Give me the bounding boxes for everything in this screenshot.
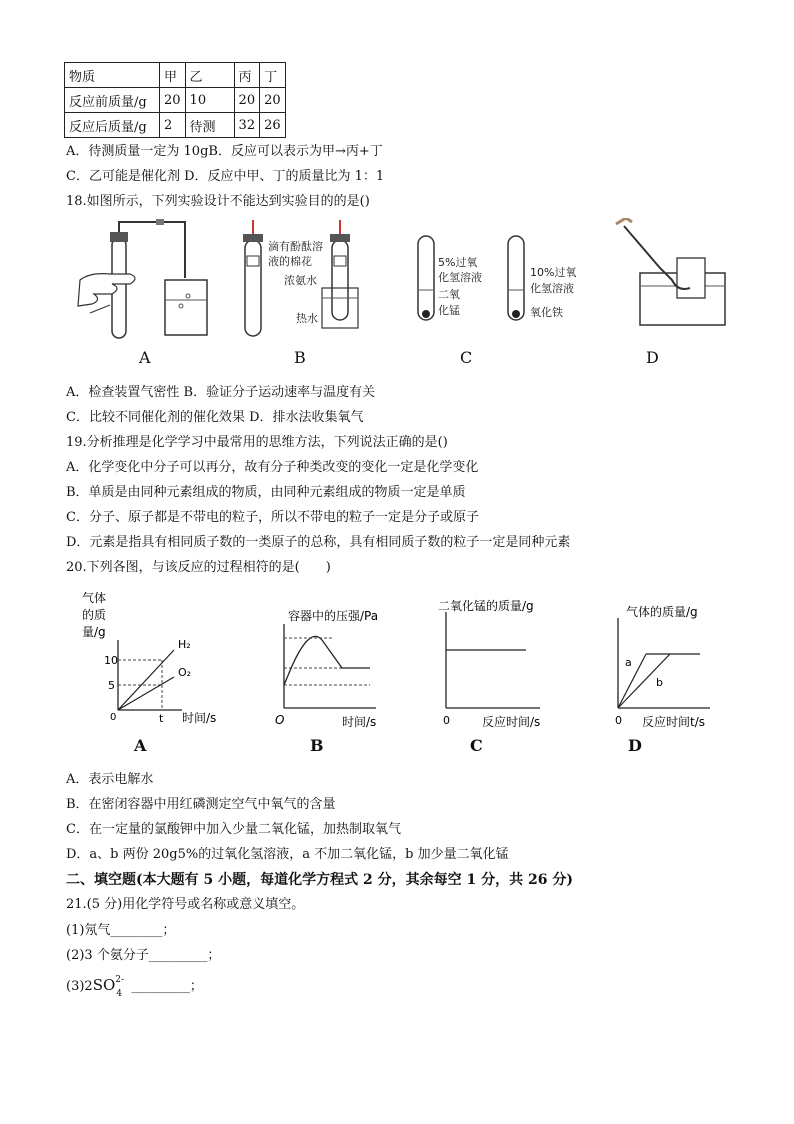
- graph-a-ylabel-3: 量/g: [82, 625, 106, 639]
- graph-b: [275, 608, 378, 729]
- q20-caption-d: D: [628, 736, 642, 755]
- graph-d-series-b: b: [656, 676, 663, 689]
- figure-a-airtight-check: [78, 219, 207, 338]
- table-cell: 20: [160, 88, 186, 113]
- q19-option-a: A．化学变化中分子可以再分，故有分子种类改变的变化一定是化学变化: [66, 460, 479, 475]
- q21-part3-blank: _________；: [127, 979, 203, 994]
- graph-a-tick-5: 5: [108, 679, 115, 692]
- fig-c-label-1: 5%过氧: [438, 256, 478, 269]
- graph-d-xlabel: 反应时间t/s: [642, 715, 706, 729]
- q18-caption-b: B: [294, 348, 306, 367]
- graph-a-ylabel-1: 气体: [82, 591, 107, 605]
- table-header-row: [65, 63, 286, 88]
- q20-option-d: D．a、b 两份 20g5%的过氧化氢溶液，a 不加二氧化锰，b 加少量二氧化锰: [66, 847, 509, 862]
- table-row: [65, 88, 286, 113]
- graph-b-xlabel: 时间/s: [342, 715, 377, 729]
- fig-b-label-phenolphthalein-1: 滴有酚酞溶: [268, 240, 323, 253]
- figure-c-catalyst-compare: [418, 236, 576, 320]
- table-cell: 甲: [160, 63, 186, 88]
- q20-stem: 20.下列各图，与该反应的过程相符的是( ): [66, 560, 331, 575]
- graph-a-tick-t: t: [159, 712, 164, 725]
- graph-c: [438, 598, 540, 729]
- sulfate-subscript: 4: [116, 989, 122, 999]
- q20-caption-b: B: [310, 736, 324, 755]
- q17-option-ab: A．待测质量一定为 10gB．反应可以表示为甲→丙+丁: [66, 144, 383, 159]
- graph-a-ylabel-2: 的质: [82, 608, 107, 622]
- q19-option-b: B．单质是由同种元素组成的物质，由同种元素组成的物质一定是单质: [66, 485, 466, 500]
- graph-a-origin: 0: [110, 712, 117, 723]
- section2-title: 二、填空题(本大题有 5 小题，每道化学方程式 2 分，其余每空 1 分，共 26 分): [66, 872, 573, 888]
- q21-part3: [66, 975, 203, 999]
- graph-d: [615, 604, 710, 729]
- graph-b-origin: O: [275, 713, 285, 727]
- graph-a: [82, 590, 216, 725]
- mass-table: [64, 62, 286, 138]
- q19-option-d: D．元素是指具有相同质子数的一类原子的总称，具有相同质子数的粒子一定是同种元素: [66, 535, 571, 550]
- table-cell: 20: [234, 88, 260, 113]
- fig-c-label-2: 化氢溶液: [438, 271, 482, 284]
- figure-b-molecular-motion: [243, 220, 358, 336]
- q18-apparatus-figures: [60, 218, 760, 348]
- q20-caption-c: C: [470, 736, 483, 755]
- sulfate-charge: 2-: [115, 975, 125, 985]
- graph-d-ylabel: 气体的质量/g: [626, 605, 698, 619]
- q20-option-b: B．在密闭容器中用红磷测定空气中氧气的含量: [66, 797, 336, 812]
- fig-c-label-4: 化锰: [438, 304, 460, 317]
- graph-d-series-a: a: [625, 656, 632, 669]
- fig-c-label-5: 10%过氧: [530, 266, 577, 279]
- table-cell: 乙: [185, 63, 234, 88]
- q18-caption-d: D: [646, 348, 659, 367]
- sulfate-formula: SO: [92, 976, 116, 994]
- q18-option-cd: C．比较不同催化剂的催化效果 D．排水法收集氧气: [66, 410, 364, 425]
- fig-b-label-ammonia: 浓氨水: [284, 274, 317, 287]
- q18-caption-a: A: [139, 348, 151, 367]
- q18-stem: 18.如图所示，下列实验设计不能达到实验目的的是(): [66, 194, 370, 209]
- q20-caption-a: A: [134, 736, 147, 755]
- table-cell: 反应前质量/g: [65, 88, 160, 113]
- fig-c-label-3: 二氧: [438, 288, 460, 301]
- table-row: [65, 113, 286, 138]
- q21-part2: (2)3 个氨分子_________；: [66, 948, 221, 963]
- q17-option-cd: C．乙可能是催化剂 D．反应中甲、丁的质量比为 1：1: [66, 169, 385, 184]
- fig-b-label-hot-water: 热水: [296, 312, 318, 325]
- graph-a-series-o2: O₂: [178, 666, 192, 679]
- q21-part1: (1)氖气________；: [66, 923, 176, 938]
- graph-a-xlabel: 时间/s: [182, 711, 217, 725]
- fig-c-label-7: 氧化铁: [530, 306, 563, 319]
- q20-graphs: [70, 588, 730, 738]
- q19-stem: 19.分析推理是化学学习中最常用的思维方法，下列说法正确的是(): [66, 435, 448, 450]
- graph-d-origin: 0: [615, 714, 622, 727]
- table-cell: 反应后质量/g: [65, 113, 160, 138]
- table-cell: 20: [260, 88, 286, 113]
- table-cell: 10: [185, 88, 234, 113]
- table-cell: 26: [260, 113, 286, 138]
- table-cell: 2: [160, 113, 186, 138]
- graph-a-tick-10: 10: [104, 654, 118, 667]
- graph-a-series-h2: H₂: [178, 638, 191, 651]
- q21-stem: 21.(5 分)用化学符号或名称或意义填空。: [66, 897, 305, 912]
- table-cell: 丙: [234, 63, 260, 88]
- figure-d-water-collection: [616, 218, 725, 325]
- q21-part3-prefix: (3)2: [66, 979, 93, 994]
- table-cell: 32: [234, 113, 260, 138]
- table-cell: 物质: [65, 63, 160, 88]
- fig-b-label-phenolphthalein-2: 液的棉花: [268, 255, 312, 268]
- graph-c-xlabel: 反应时间/s: [482, 715, 541, 729]
- graph-c-ylabel: 二氧化锰的质量/g: [438, 599, 534, 613]
- q20-option-c: C．在一定量的氯酸钾中加入少量二氧化锰，加热制取氧气: [66, 822, 401, 837]
- q18-caption-c: C: [460, 348, 473, 367]
- q19-option-c: C．分子、原子都是不带电的粒子，所以不带电的粒子一定是分子或原子: [66, 510, 479, 525]
- graph-c-origin: 0: [443, 714, 450, 727]
- table-cell: 待测: [185, 113, 234, 138]
- fig-c-label-6: 化氢溶液: [530, 282, 574, 295]
- q18-option-ab: A．检查装置气密性 B．验证分子运动速率与温度有关: [66, 385, 376, 400]
- table-cell: 丁: [260, 63, 286, 88]
- q20-option-a: A．表示电解水: [66, 772, 154, 787]
- graph-b-ylabel: 容器中的压强/Pa: [288, 609, 379, 623]
